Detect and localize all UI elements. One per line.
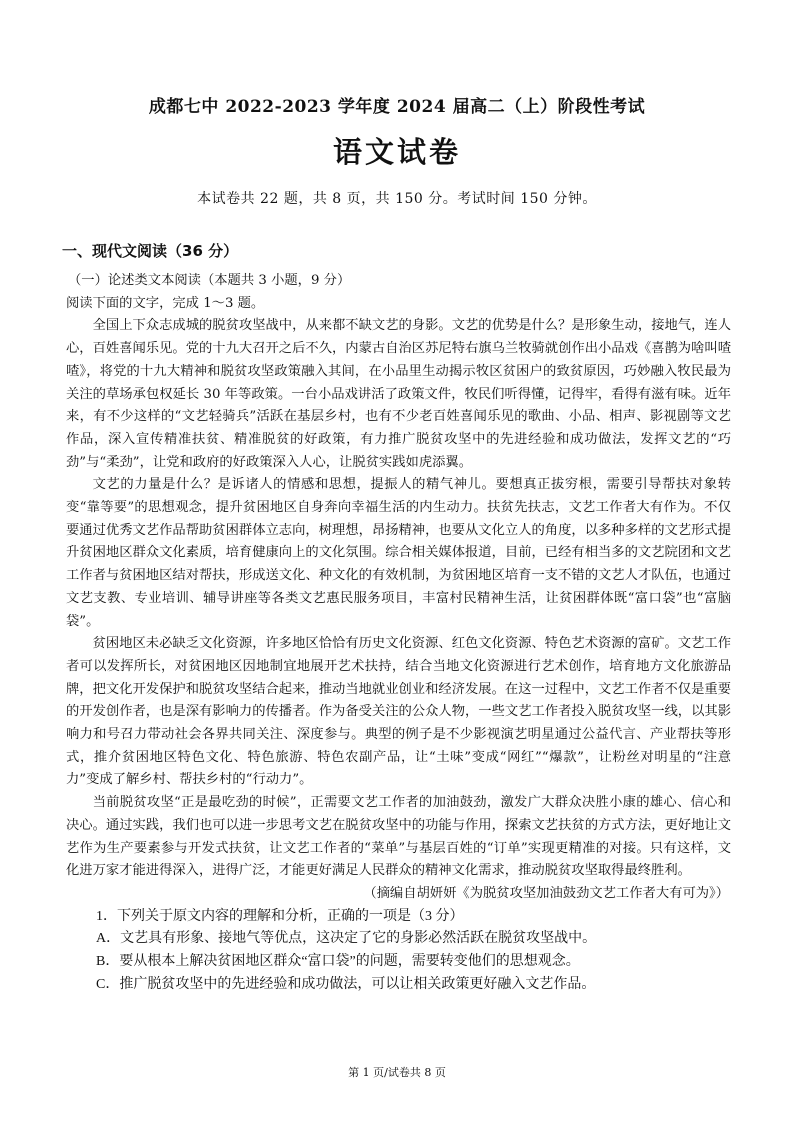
reading-instruction: 阅读下面的文字，完成 1～3 题。 xyxy=(66,295,265,311)
exam-title: 成都七中 2022-2023 学年度 2024 届高二（上）阶段性考试 xyxy=(148,97,646,117)
question-stem: 1．下列关于原文内容的理解和分析，正确的一项是（3 分） xyxy=(96,908,464,924)
passage-paragraph: 贫困地区未必缺乏文化资源，许多地区恰恰有历史文化资源、红色文化资源、特色艺术资源的富矿。文艺工作者可以发挥所长，对贫困地区因地制宜地展开艺术扶持，结合当地文化资源进行艺术创作，培育地方文化旅游品牌，把文化开发保护和脱贫攻坚结合起来，推动当地就业创业和经济发展。在这一过程中，文艺工作者不仅是重要的开发创作者，也是深有影响力的传播者。作为备受关注的公众人物，一些文艺工作者投入脱贫攻坚一线，以其影响力和号召力带动社会各界共同关注、深度参与。典型的例子是不少影视演艺明星通过公益代言、产业帮扶等形式，推介贫困地区特色文化、特色旅游、特色农副产品，让“土味”变成“网红”“爆款”，让粉丝对明星的“注意力”变成了解乡村、帮扶乡村的“行动力”。 xyxy=(66,636,731,788)
section-heading: 一、现代文阅读（36 分） xyxy=(62,242,239,260)
question-option-c: C．推广脱贫攻坚中的先进经验和成功做法，可以让相关政策更好融入文艺作品。 xyxy=(96,976,596,992)
passage-paragraph: 文艺的力量是什么？是诉诸人的情感和思想，提振人的精气神儿。要想真正拔穷根，需要引导帮扶对象转变“靠等要”的思想观念，提升贫困地区自身奔向幸福生活的内生动力。扶贫先扶志，文艺工作者大有作为。不仅要通过优秀文艺作品帮助贫困群体立志向，树理想，昂扬精神，也要从文化立人的角度，以多种多样的文艺形式提升贫困地区群众文化素质，培育健康向上的文化氛围。综合相关媒体报道，目前，已经有相当多的文艺院团和文艺工作者与贫困地区结对帮扶，形成送文化、种文化的有效机制，为贫困地区培育一支不错的文艺人才队伍，也通过文艺支教、专业培训、辅导讲座等各类文艺惠民服务项目，丰富村民精神生活，让贫困群体既“富口袋”也“富脑袋”。 xyxy=(66,477,731,629)
reading-section xyxy=(66,270,731,997)
passage-source: （摘编自胡妍妍《为脱贫攻坚加油鼓劲文艺工作者大有可为》） xyxy=(363,885,729,901)
question-option-a: A．文艺具有形象、接地气等优点，这决定了它的身影必然活跃在脱贫攻坚战中。 xyxy=(96,931,597,947)
exam-info: 本试卷共 22 题，共 8 页，共 150 分。考试时间 150 分钟。 xyxy=(197,191,597,207)
subsection-heading: （一）论述类文本阅读（本题共 3 小题，9 分） xyxy=(68,273,351,288)
question-option-b: B．要从根本上解决贫困地区群众“富口袋”的问题，需要转变他们的思想观念。 xyxy=(96,954,580,970)
passage-paragraph: 全国上下众志成城的脱贫攻坚战中，从来都不缺文艺的身影。文艺的优势是什么？是形象生动，接地气，连人心，百姓喜闻乐见。党的十九大召开之后不久，内蒙古自治区苏尼特右旗乌兰牧骑就创作出小品戏《喜鹊为啥叫喳喳》，将党的十九大精神和脱贫攻坚政策融入其间，在小品里生动揭示牧区贫困户的致贫原因，巧妙融入牧民最为关注的草场承包权延长 30 年等政策。一台小品戏讲活了政策文件，牧民们听得懂，记得牢，看得有滋有味。近年来，有不少这样的“文艺轻骑兵”活跃在基层乡村，也有不少老百姓喜闻乐见的歌曲、小品、相声、影视剧等文艺作品，深入宣传精准扶贫、精准脱贫的好政策，有力推广脱贫攻坚中的先进经验和成功做法，发挥文艺的“巧劲”与“柔劲”，让党和政府的好政策深入人心，让脱贫实践如虎添翼。 xyxy=(66,318,731,470)
subject-title: 语文试卷 xyxy=(332,135,461,169)
passage-paragraph: 当前脱贫攻坚“正是最吃劲的时候”，正需要文艺工作者的加油鼓劲，激发广大群众决胜小康的雄心、信心和决心。通过实践，我们也可以进一步思考文艺在脱贫攻坚中的功能与作用，探索文艺扶贫的方式方法，更好地让文艺作为生产要素参与开发式扶贫，让文艺工作者的“菜单”与基层百姓的“订单”实现更精准的对接。只有这样，文化进万家才能进得深入，进得广泛，才能更好满足人民群众的精神文化需求，推动脱贫攻坚取得最终胜利。 xyxy=(66,795,731,879)
page-footer: 第 1 页/试卷共 8 页 xyxy=(348,1066,446,1079)
